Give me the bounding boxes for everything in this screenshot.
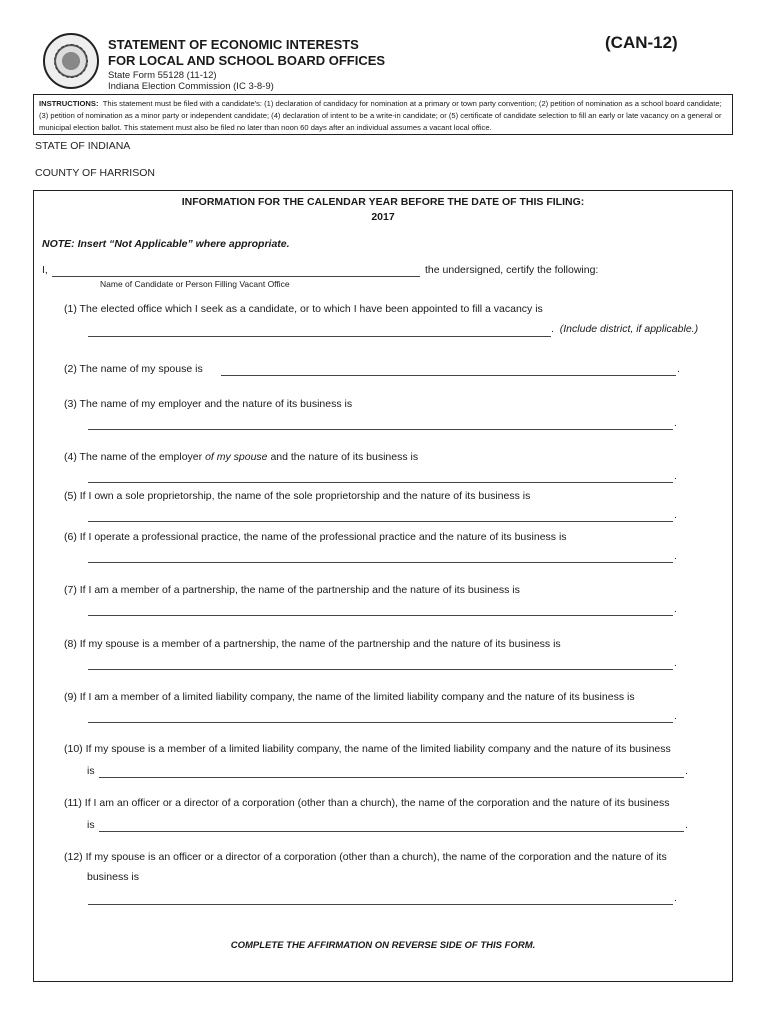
- question-1: (1) The elected office which I seek as a candidate, or to which I have been appointed to fill a vacancy is: [64, 303, 543, 315]
- question-2: (2) The name of my spouse is: [64, 363, 203, 375]
- affirmation-instruction: COMPLETE THE AFFIRMATION ON REVERSE SIDE OF THIS FORM.: [230, 940, 536, 951]
- answer-6-line[interactable]: [88, 562, 673, 563]
- certify-suffix: the undersigned, certify the following:: [425, 264, 599, 276]
- certify-prefix: I,: [42, 264, 48, 276]
- answer-3-line[interactable]: [88, 429, 673, 430]
- county-label: COUNTY OF HARRISON: [35, 167, 155, 179]
- question-11-is: is: [87, 819, 95, 831]
- filing-year: 2017: [371, 211, 395, 223]
- question-10: (10) If my spouse is a member of a limited liability company, the name of the limited liability company and the nature of its business: [64, 743, 671, 755]
- instructions-box: INSTRUCTIONS: This statement must be filed with a candidate's: (1) declaration of candidacy for nomination at a primary or town party convention; (2) petition of nomination as a school board candidate; (3) petition of nomination as a minor party or independent candidate; (4) declaration of intent to be a write-in candidate; or (5) certificate of candidate selection to fill an early or late vacancy on a general or municipal election ballot. This statement must also be filed no later than noon 60 days after an individual assumes a vacant local office.: [33, 94, 733, 135]
- answer-12-line[interactable]: [88, 904, 673, 905]
- state-label: STATE OF INDIANA: [35, 140, 131, 152]
- indiana-state-seal: [43, 33, 99, 89]
- commission-citation: Indiana Election Commission (IC 3-8-9): [108, 81, 274, 92]
- answer-9-line[interactable]: [88, 722, 673, 723]
- answer-7-line[interactable]: [88, 615, 673, 616]
- question-7: (7) If I am a member of a partnership, the name of the partnership and the nature of its business is: [64, 584, 520, 596]
- question-12-business-is: business is: [87, 871, 139, 883]
- question-12: (12) If my spouse is an officer or a director of a corporation (other than a church), the name of the corporation and the nature of its: [64, 851, 667, 863]
- question-3: (3) The name of my employer and the nature of its business is: [64, 398, 353, 410]
- info-header: INFORMATION FOR THE CALENDAR YEAR BEFORE THE DATE OF THIS FILING:: [181, 196, 585, 208]
- candidate-name-line[interactable]: [52, 276, 420, 277]
- question-4: (4) The name of the employer of my spouse and the nature of its business is: [64, 451, 419, 463]
- form-number: (CAN-12): [605, 33, 678, 52]
- question-5: (5) If I own a sole proprietorship, the name of the sole proprietorship and the nature of its business is: [64, 490, 531, 502]
- question-9: (9) If I am a member of a limited liability company, the name of the limited liability company and the nature of its business is: [64, 691, 635, 703]
- answer-1-line[interactable]: [88, 336, 551, 337]
- question-11: (11) If I am an officer or a director of a corporation (other than a church), the name of the corporation and the nature of its business: [64, 797, 670, 809]
- state-form-number: State Form 55128 (11-12): [108, 70, 217, 81]
- form-title: STATEMENT OF ECONOMIC INTERESTS FOR LOCAL AND SCHOOL BOARD OFFICES: [108, 37, 386, 68]
- answer-4-line[interactable]: [88, 482, 673, 483]
- question-1-note: (Include district, if applicable.): [559, 323, 699, 335]
- not-applicable-note: NOTE: Insert “Not Applicable” where appropriate.: [42, 238, 290, 250]
- answer-2-line[interactable]: [221, 375, 676, 376]
- candidate-name-caption: Name of Candidate or Person Filling Vacant Office: [100, 279, 290, 289]
- answer-8-line[interactable]: [88, 669, 673, 670]
- question-10-is: is: [87, 765, 95, 777]
- answer-5-line[interactable]: [88, 521, 673, 522]
- answer-11-line[interactable]: [99, 831, 684, 832]
- question-8: (8) If my spouse is a member of a partnership, the name of the partnership and the nature of its business is: [64, 638, 561, 650]
- answer-10-line[interactable]: [99, 777, 684, 778]
- question-6: (6) If I operate a professional practice, the name of the professional practice and the nature of its business is: [64, 531, 567, 543]
